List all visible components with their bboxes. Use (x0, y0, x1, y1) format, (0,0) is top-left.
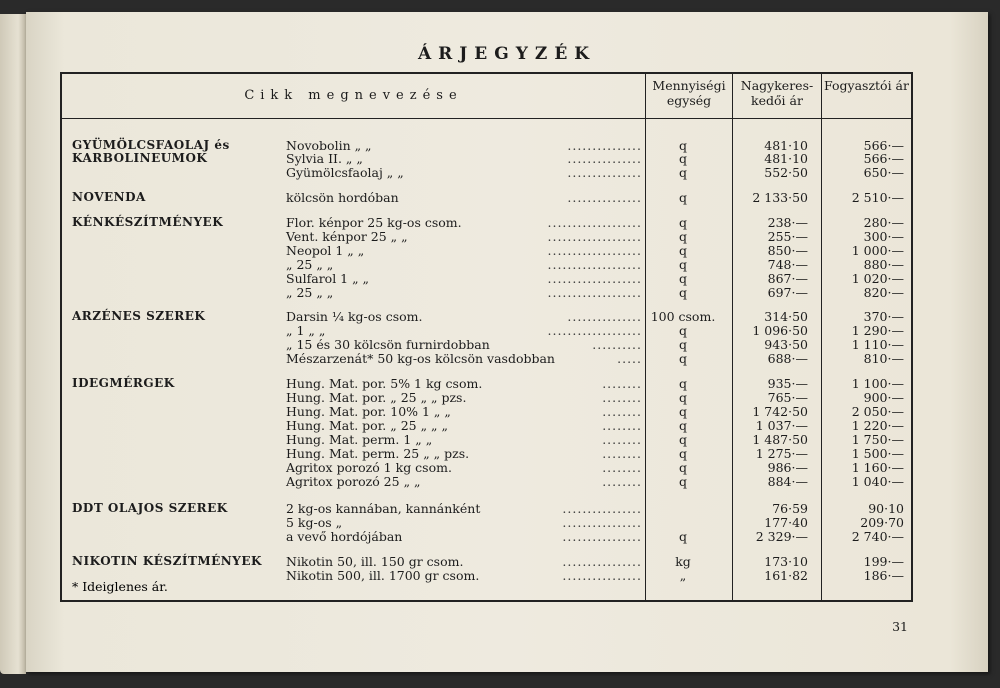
table-row (62, 351, 911, 365)
table-row (62, 554, 911, 568)
price-table (60, 72, 913, 602)
leader-dots: ........ (602, 418, 642, 433)
retail-price-cell: 1 020·— (851, 271, 904, 286)
item-name: Nikotin 50, ill. 150 gr csom. (286, 554, 464, 569)
wholesale-price-cell: 850·— (767, 243, 808, 258)
table-row (62, 229, 911, 243)
wholesale-price-cell: 238·— (767, 215, 808, 230)
wholesale-price-cell: 765·— (767, 390, 808, 405)
header-divider (62, 118, 911, 119)
leader-dots: ................... (547, 257, 642, 272)
retail-price-cell: 900·— (863, 390, 904, 405)
item-name: Agritox porozó 25 „ „ (286, 474, 421, 489)
unit-cell: q (678, 337, 687, 352)
item-name: „ 15 és 30 kölcsön furnirdobban (286, 337, 490, 352)
retail-price-cell: 880·— (863, 257, 904, 272)
wholesale-price-cell: 697·— (767, 285, 808, 300)
wholesale-price-cell: 173·10 (764, 554, 808, 569)
retail-price-cell: 1 100·— (851, 376, 904, 391)
item-name: „ 25 „ „ (286, 257, 334, 272)
unit-cell: q (678, 215, 687, 230)
retail-price-cell: 1 220·— (851, 418, 904, 433)
wholesale-price-cell: 552·50 (764, 165, 808, 180)
retail-price-cell: 820·— (863, 285, 904, 300)
item-name: Vent. kénpor 25 „ „ (286, 229, 408, 244)
unit-cell: q (678, 285, 687, 300)
retail-price-cell: 280·— (863, 215, 904, 230)
leader-dots: ........ (602, 376, 642, 391)
unit-cell: q (678, 243, 687, 258)
footnote: * Ideiglenes ár. (72, 579, 168, 594)
table-row (62, 529, 911, 543)
price-list-page (26, 12, 988, 672)
item-name: Hung. Mat. perm. 25 „ „ pzs. (286, 446, 470, 461)
leader-dots: ................... (547, 323, 642, 338)
unit-cell: q (678, 529, 687, 544)
table-row (62, 376, 911, 390)
table-row (62, 446, 911, 460)
item-name: „ 1 „ „ (286, 323, 326, 338)
leader-dots: ................ (562, 554, 642, 569)
unit-cell: q (678, 351, 687, 366)
unit-cell: kg (675, 554, 691, 569)
leader-dots: ........ (602, 446, 642, 461)
header-wholesale-price: Nagykeres- kedői ár (740, 78, 814, 108)
unit-cell: q (678, 229, 687, 244)
item-name: Flor. kénpor 25 kg-os csom. (286, 215, 462, 230)
table-row (62, 432, 911, 446)
table-row (62, 515, 911, 529)
leader-dots: ................... (547, 243, 642, 258)
table-row (62, 257, 911, 271)
leader-dots: ..... (617, 351, 642, 366)
wholesale-price-cell: 255·— (767, 229, 808, 244)
left-page-edge (0, 14, 26, 674)
item-name: a vevő hordójában (286, 529, 403, 544)
unit-cell: q (678, 432, 687, 447)
leader-dots: ................ (562, 529, 642, 544)
category-label: NIKOTIN KÉSZÍTMÉNYEK (72, 554, 262, 568)
wholesale-price-cell: 884·— (767, 474, 808, 489)
category-label: DDT OLAJOS SZEREK (72, 501, 228, 515)
item-name: 5 kg-os „ (286, 515, 343, 530)
wholesale-price-cell: 76·59 (772, 501, 808, 516)
wholesale-price-cell: 867·— (767, 271, 808, 286)
item-name: Agritox porozó 1 kg csom. (286, 460, 452, 475)
table-row (62, 165, 911, 179)
retail-price-cell: 2 050·— (851, 404, 904, 419)
item-name: Hung. Mat. por. „ 25 „ „ pzs. (286, 390, 467, 405)
item-name: Hung. Mat. por. 5% 1 kg csom. (286, 376, 483, 391)
leader-dots: ................... (547, 215, 642, 230)
leader-dots: ................... (547, 229, 642, 244)
item-name: Sulfarol 1 „ „ (286, 271, 370, 286)
wholesale-price-cell: 1 487·50 (752, 432, 808, 447)
table-row (62, 568, 911, 582)
unit-cell: q (678, 323, 687, 338)
table-row (62, 151, 911, 165)
leader-dots: ................ (562, 515, 642, 530)
wholesale-price-cell: 943·50 (764, 337, 808, 352)
table-row (62, 337, 911, 351)
item-name: Mészarzenát* 50 kg-os kölcsön vasdobban (286, 351, 555, 366)
category-label: ARZÉNES SZEREK (72, 309, 206, 323)
table-row (62, 390, 911, 404)
item-name: „ 25 „ „ (286, 285, 334, 300)
item-name: Sylvia II. „ „ (286, 151, 363, 166)
retail-price-cell: 1 290·— (851, 323, 904, 338)
item-name: Gyümölcsfaolaj „ „ (286, 165, 404, 180)
retail-price-cell: 300·— (863, 229, 904, 244)
wholesale-price-cell: 986·— (767, 460, 808, 475)
category-label: IDEGMÉRGEK (72, 376, 175, 390)
item-name: 2 kg-os kannában, kannánként (286, 501, 481, 516)
retail-price-cell: 1 750·— (851, 432, 904, 447)
leader-dots: ........ (602, 460, 642, 475)
unit-cell: q (678, 418, 687, 433)
table-row (62, 215, 911, 229)
leader-dots: .......... (592, 337, 642, 352)
table-row (62, 404, 911, 418)
wholesale-price-cell: 481·10 (764, 138, 808, 153)
leader-dots: ................... (547, 285, 642, 300)
unit-cell: „ (679, 568, 687, 583)
wholesale-price-cell: 1 037·— (755, 418, 808, 433)
retail-price-cell: 566·— (863, 138, 904, 153)
unit-cell: q (678, 271, 687, 286)
header-unit: Mennyiségi egység (652, 78, 726, 108)
item-name: Novobolin „ „ (286, 138, 372, 153)
wholesale-price-cell: 935·— (767, 376, 808, 391)
retail-price-cell: 199·— (863, 554, 904, 569)
retail-price-cell: 209·70 (860, 515, 904, 530)
wholesale-price-cell: 161·82 (764, 568, 808, 583)
item-name: Nikotin 500, ill. 1700 gr csom. (286, 568, 480, 583)
category-label: KÉNKÉSZÍTMÉNYEK (72, 215, 224, 229)
wholesale-price-cell: 2 133·50 (752, 190, 808, 205)
wholesale-price-cell: 1 742·50 (752, 404, 808, 419)
leader-dots: ............... (567, 138, 642, 153)
category-label: GYÜMÖLCSFAOLAJ és (72, 138, 230, 152)
retail-price-cell: 1 160·— (851, 460, 904, 475)
retail-price-cell: 370·— (863, 309, 904, 324)
table-row (62, 323, 911, 337)
item-name: Hung. Mat. por. „ 25 „ „ „ (286, 418, 448, 433)
category-label: KARBOLINEUMOK (72, 151, 208, 165)
unit-cell: q (678, 151, 687, 166)
unit-cell: q (678, 404, 687, 419)
retail-price-cell: 186·— (863, 568, 904, 583)
page-number: 31 (892, 619, 908, 634)
unit-cell: q (678, 165, 687, 180)
unit-cell: q (678, 460, 687, 475)
wholesale-price-cell: 481·10 (764, 151, 808, 166)
leader-dots: ............... (567, 165, 642, 180)
wholesale-price-cell: 1 275·— (755, 446, 808, 461)
wholesale-price-cell: 748·— (767, 257, 808, 272)
unit-cell: q (678, 257, 687, 272)
table-row (62, 138, 911, 152)
item-name: Neopol 1 „ „ (286, 243, 365, 258)
unit-cell: q (678, 446, 687, 461)
leader-dots: ........ (602, 404, 642, 419)
leader-dots: ........ (602, 432, 642, 447)
item-name: Hung. Mat. perm. 1 „ „ (286, 432, 433, 447)
retail-price-cell: 1 000·— (851, 243, 904, 258)
table-row (62, 418, 911, 432)
wholesale-price-cell: 314·50 (764, 309, 808, 324)
page-title: ÁRJEGYZÉK (417, 44, 597, 64)
leader-dots: ............... (567, 190, 642, 205)
retail-price-cell: 650·— (863, 165, 904, 180)
table-row (62, 190, 911, 204)
unit-cell: q (678, 474, 687, 489)
retail-price-cell: 90·10 (868, 501, 904, 516)
leader-dots: ............... (567, 309, 642, 324)
leader-dots: ............... (567, 151, 642, 166)
retail-price-cell: 2 510·— (851, 190, 904, 205)
retail-price-cell: 1 040·— (851, 474, 904, 489)
item-name: Darsin ¼ kg-os csom. (286, 309, 423, 324)
retail-price-cell: 566·— (863, 151, 904, 166)
leader-dots: ........ (602, 474, 642, 489)
leader-dots: ................ (562, 568, 642, 583)
unit-cell: q (678, 390, 687, 405)
retail-price-cell: 1 110·— (851, 337, 904, 352)
leader-dots: ................... (547, 271, 642, 286)
unit-cell: 100 csom. (650, 309, 716, 324)
table-row (62, 271, 911, 285)
retail-price-cell: 1 500·— (851, 446, 904, 461)
wholesale-price-cell: 2 329·— (755, 529, 808, 544)
table-row (62, 243, 911, 257)
table-row (62, 501, 911, 515)
item-name: kölcsön hordóban (286, 190, 399, 205)
unit-cell: q (678, 376, 687, 391)
retail-price-cell: 810·— (863, 351, 904, 366)
header-retail-price: Fogyasztói ár (824, 78, 909, 93)
retail-price-cell: 2 740·— (851, 529, 904, 544)
table-row (62, 460, 911, 474)
leader-dots: ........ (602, 390, 642, 405)
table-row (62, 285, 911, 299)
category-label: NOVENDA (72, 190, 146, 204)
wholesale-price-cell: 688·— (767, 351, 808, 366)
item-name: Hung. Mat. por. 10% 1 „ „ (286, 404, 451, 419)
header-item-name: Cikk megnevezése (244, 88, 463, 103)
table-row (62, 309, 911, 323)
unit-cell: q (678, 138, 687, 153)
unit-cell: q (678, 190, 687, 205)
wholesale-price-cell: 177·40 (764, 515, 808, 530)
wholesale-price-cell: 1 096·50 (752, 323, 808, 338)
leader-dots: ................ (562, 501, 642, 516)
table-row (62, 474, 911, 488)
